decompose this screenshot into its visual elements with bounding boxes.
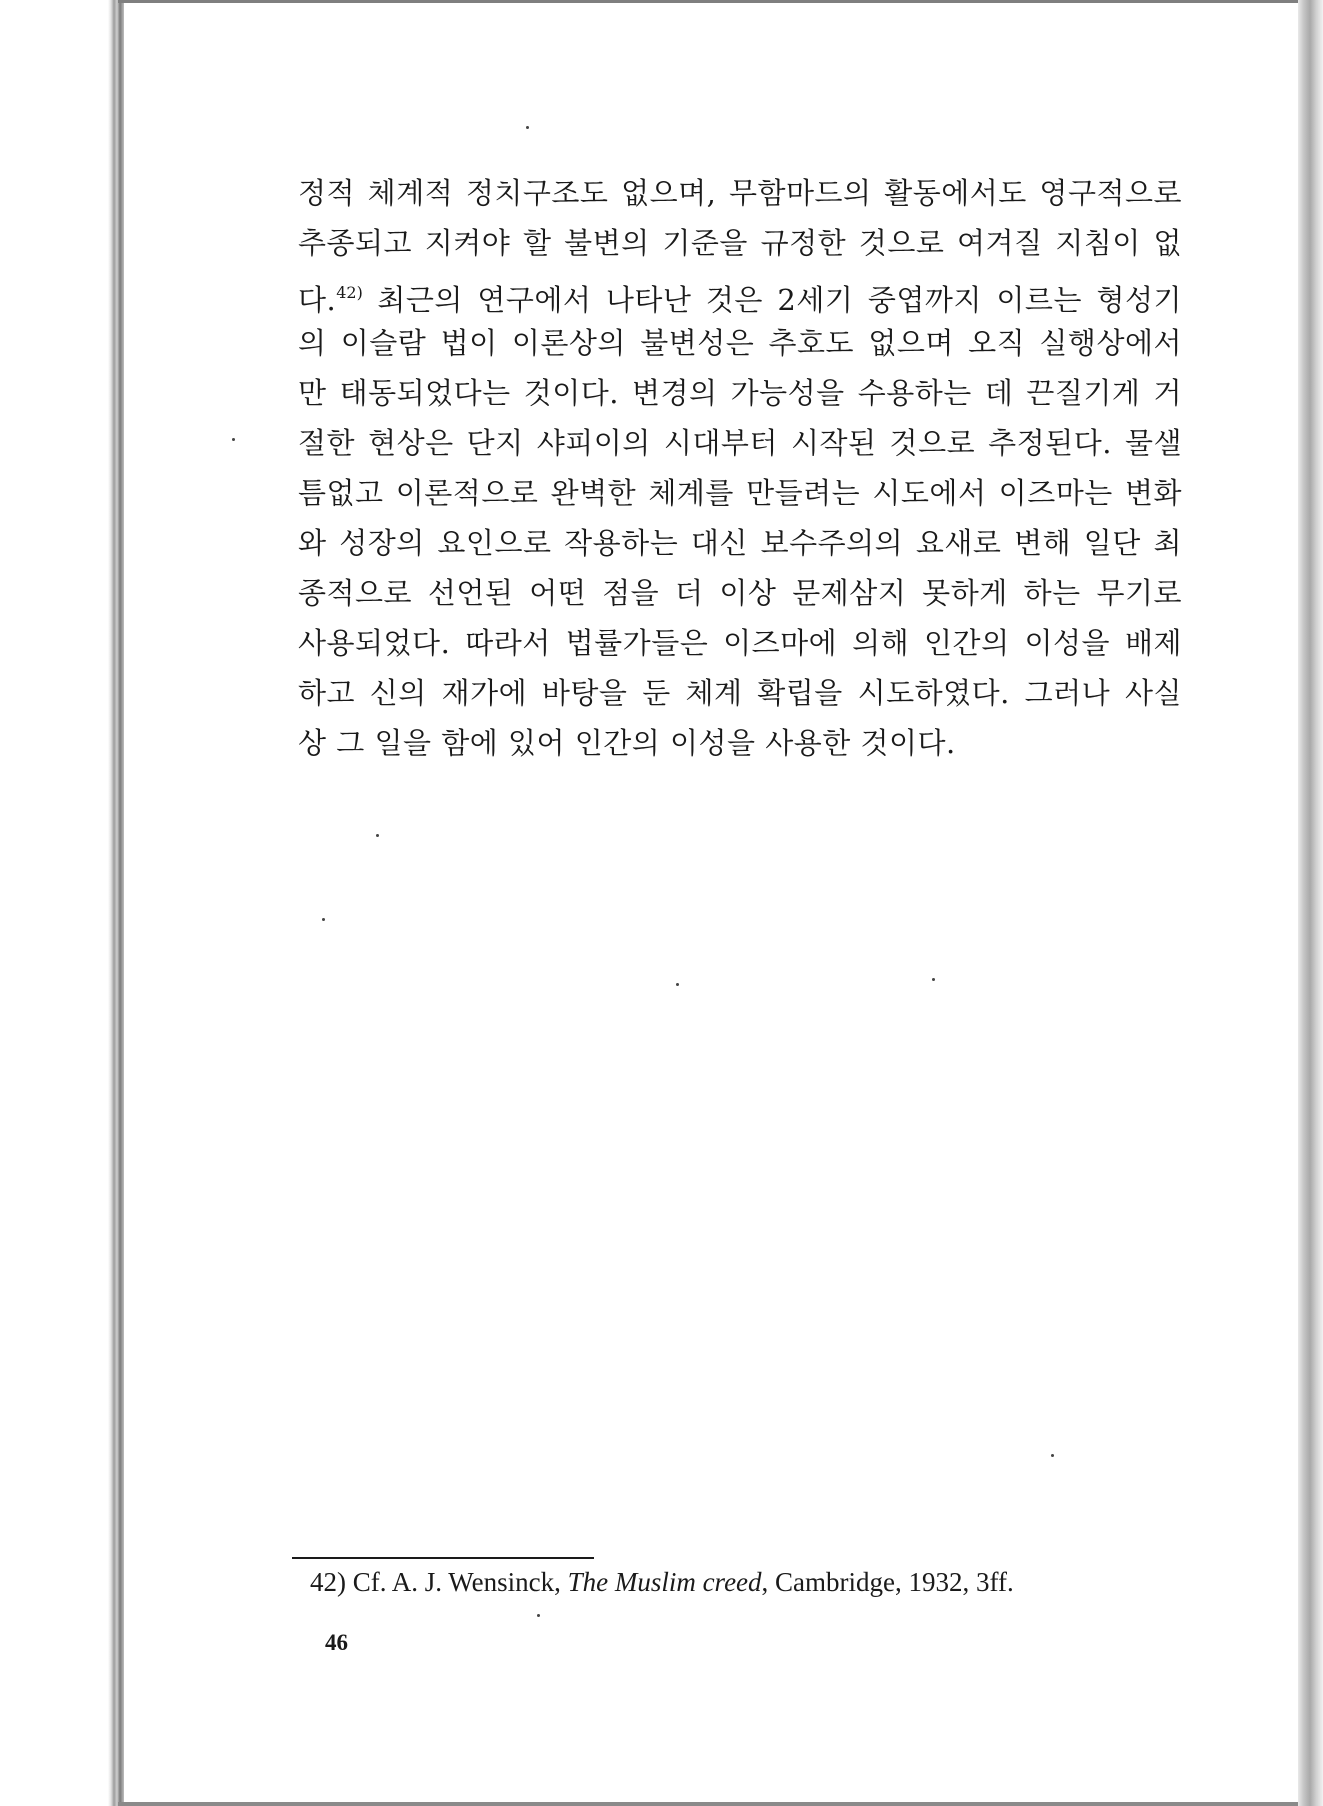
text-line: 추종되고 지켜야 할 불변의 기준을 규정한 것으로 여겨질 지침이 없 [298, 226, 1182, 260]
text-line: 의 이슬람 법이 이론상의 불변성은 추호도 없으며 오직 실행상에서 [298, 326, 1182, 360]
text-line: 하고 신의 재가에 바탕을 둔 체계 확립을 시도하였다. 그러나 사실 [298, 676, 1182, 710]
scan-speck [232, 438, 235, 441]
text-line: 와 성장의 요인으로 작용하는 대신 보수주의의 요새로 변해 일단 최 [298, 526, 1182, 560]
text-line: 종적으로 선언된 어떤 점을 더 이상 문제삼지 못하게 하는 무기로 [298, 576, 1182, 610]
text-line-with-footnote [298, 268, 1182, 318]
text-line: 틈없고 이론적으로 완벽한 체계를 만들려는 시도에서 이즈마는 변화 [298, 476, 1182, 510]
page-stack-edge [108, 0, 124, 1806]
scan-speck [322, 918, 325, 921]
page-right-shadow [1298, 0, 1323, 1806]
footnote-reference[interactable]: 42) [336, 283, 363, 302]
page-number: 46 [325, 1630, 348, 1655]
footnote-citation-end: , Cambridge, 1932, 3ff. [761, 1567, 1014, 1597]
text-line: 만 태동되었다는 것이다. 변경의 가능성을 수용하는 데 끈질기게 거 [298, 376, 1182, 410]
text-line: 절한 현상은 단지 샤피이의 시대부터 시작된 것으로 추정된다. 물샐 [298, 426, 1182, 460]
body-paragraph [298, 168, 1182, 768]
scan-speck [526, 126, 529, 129]
scan-left-margin [0, 0, 122, 1806]
text-fragment: 다. [298, 283, 337, 317]
text-line: 사용되었다. 따라서 법률가들은 이즈마에 의해 인간의 이성을 배제 [298, 626, 1182, 660]
text-line: 정적 체계적 정치구조도 없으며, 무함마드의 활동에서도 영구적으로 [298, 176, 1182, 210]
page-top-edge [118, 0, 1298, 3]
footnote-number: 42) [310, 1567, 346, 1597]
footnote-citation: Cf. A. J. Wensinck, [352, 1567, 561, 1597]
scan-speck [932, 978, 935, 981]
scan-speck [537, 1614, 540, 1617]
scan-speck [376, 834, 379, 837]
footnote-book-title: The Muslim creed [567, 1567, 762, 1597]
page-bottom-edge [118, 1802, 1298, 1806]
footnote [310, 1564, 1210, 1600]
text-line: 상 그 일을 함에 있어 인간의 이성을 사용한 것이다. [298, 726, 956, 760]
scan-speck [676, 983, 679, 986]
footnote-separator [292, 1557, 594, 1559]
scan-speck [1051, 1454, 1054, 1457]
text-fragment: 최근의 연구에서 나타난 것은 2세기 중엽까지 이르는 형성기 [377, 283, 1182, 317]
